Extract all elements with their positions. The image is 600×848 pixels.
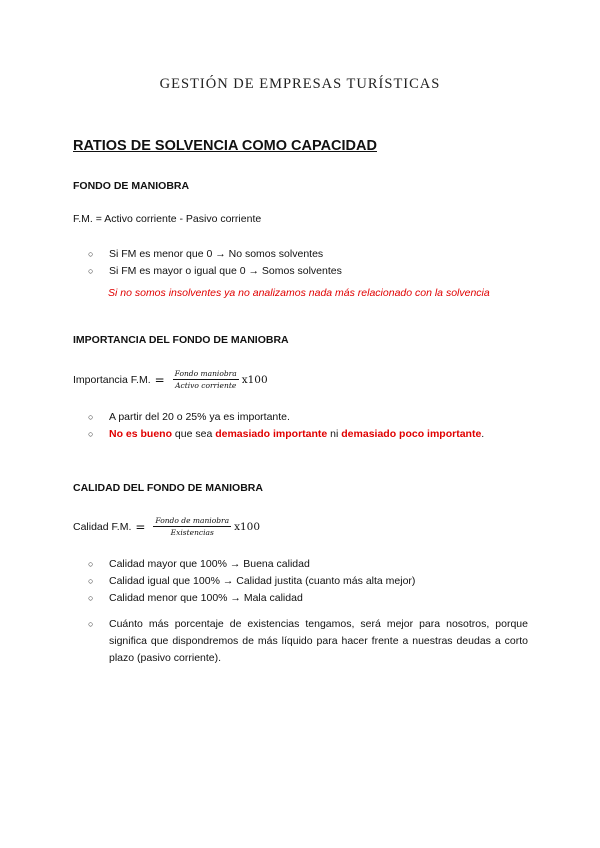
list-item (88, 246, 342, 263)
section-heading-fondo-maniobra: FONDO DE MANIOBRA (73, 180, 190, 192)
importancia-formula (73, 369, 268, 390)
page-header: GESTIÓN DE EMPRESAS TURÍSTICAS (159, 76, 441, 92)
list-item (88, 426, 484, 443)
section-heading-calidad: CALIDAD DEL FONDO DE MANIOBRA (73, 482, 263, 494)
fm-definition: F.M. = Activo corriente - Pasivo corriente (73, 213, 262, 225)
list-item-text: Si FM es mayor o igual que 0 → Somos solventes (109, 265, 342, 277)
highlight-demasiado-poco: demasiado poco importante (341, 428, 482, 440)
formula-equals: = (135, 519, 146, 534)
fraction-denominator: Activo corriente (175, 381, 237, 390)
list-item-text: que sea (172, 428, 216, 440)
list-item-text: . (481, 428, 485, 440)
formula-fraction (153, 516, 231, 537)
circle-bullet-icon: ○ (88, 249, 94, 259)
circle-bullet-icon: ○ (88, 429, 94, 439)
list-item (88, 590, 415, 607)
list-item (88, 409, 484, 426)
formula-multiplier: x100 (241, 373, 268, 386)
fraction-numerator: Fondo maniobra (174, 369, 237, 378)
list-item-text: ni (327, 428, 342, 440)
circle-bullet-icon: ○ (88, 593, 94, 603)
list-item-text: Calidad igual que 100% → Calidad justita (cuanto más alta mejor) (109, 575, 416, 587)
circle-bullet-icon: ○ (88, 619, 94, 629)
fraction-denominator: Existencias (170, 528, 214, 537)
formula-label: Calidad F.M. (73, 520, 132, 533)
calidad-formula (73, 516, 260, 537)
fraction-numerator: Fondo de maniobra (155, 516, 230, 525)
list-item-text: Calidad mayor que 100% → Buena calidad (109, 558, 310, 570)
circle-bullet-icon: ○ (88, 576, 94, 586)
list-item (88, 573, 415, 590)
list-item-text: A partir del 20 o 25% ya es importante. (109, 411, 290, 423)
importancia-bullet-list (88, 409, 484, 443)
formula-multiplier: x100 (234, 520, 261, 533)
highlight-no-es-bueno: No es bueno (109, 428, 173, 440)
list-item (88, 263, 342, 280)
circle-bullet-icon: ○ (88, 559, 94, 569)
highlight-demasiado-importante: demasiado importante (215, 428, 328, 440)
paragraph-text: Cuánto más porcentaje de existencias tengamos, será mejor para nosotros, porque significa que dispondremos de más líquido para hacer frente a nuestras deudas a corto plazo (pasivo corriente). (109, 618, 528, 664)
calidad-bullet-list (88, 556, 415, 607)
solvency-bullet-list (88, 246, 342, 280)
page-title: RATIOS DE SOLVENCIA COMO CAPACIDAD (73, 138, 377, 154)
circle-bullet-icon: ○ (88, 266, 94, 276)
formula-label: Importancia F.M. (73, 373, 151, 386)
list-item (88, 556, 415, 573)
existencias-paragraph (88, 616, 528, 667)
list-item-text: Si FM es menor que 0 → No somos solventes (109, 248, 324, 260)
circle-bullet-icon: ○ (88, 412, 94, 422)
section-heading-importancia: IMPORTANCIA DEL FONDO DE MANIOBRA (73, 334, 289, 346)
formula-fraction (173, 369, 239, 390)
list-item-text: Calidad menor que 100% → Mala calidad (109, 592, 303, 604)
formula-equals: = (154, 372, 165, 387)
solvency-note: Si no somos insolventes ya no analizamos nada más relacionado con la solvencia (108, 287, 490, 299)
